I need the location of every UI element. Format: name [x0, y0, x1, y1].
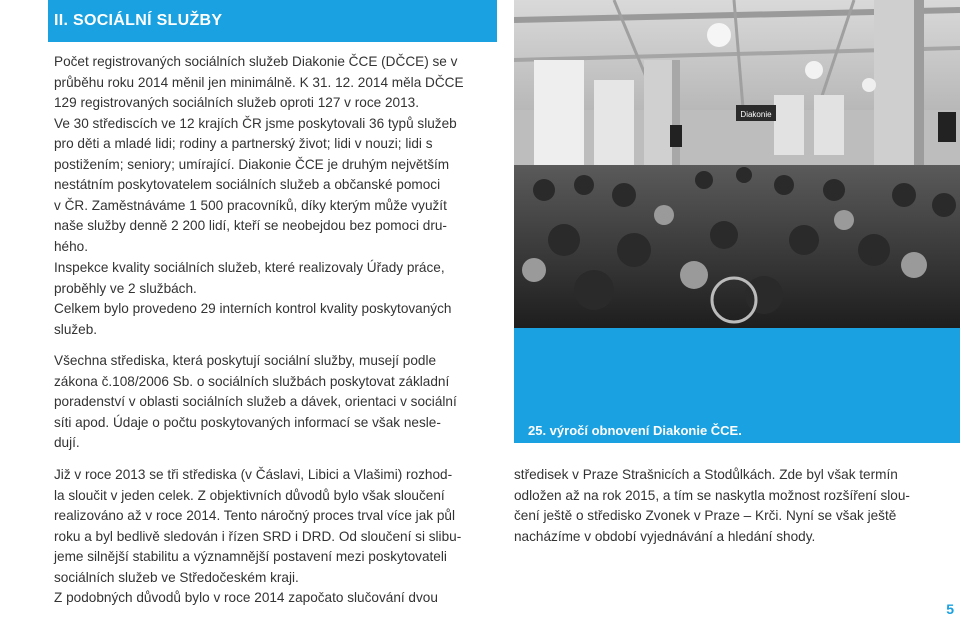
text-line: jeme silnější stabilitu a významnější postavení mezi poskytovateli: [54, 549, 447, 564]
event-photo: [514, 0, 960, 328]
text-line: Všechna střediska, která poskytují sociální služby, musejí podle: [54, 353, 437, 368]
text-line: Ve 30 střediscích ve 12 krajích ČR jsme poskytovali 36 typů služeb: [54, 115, 457, 131]
text-line: pro děti a mladé lidi; rodiny a partnerský život; lidi v nouzi; lidi s: [54, 136, 433, 151]
text-line: průběhu roku 2014 měnil jen minimálně. K 31. 12. 2014 měla DČCE: [54, 74, 464, 90]
text-line: Celkem bylo provedeno 29 interních kontrol kvality poskytovaných: [54, 301, 452, 316]
text-line: roku a byl bedlivě sledován i řízen SRD i DRD. Od sloučení si slibu-: [54, 528, 462, 544]
text-line: hého.: [54, 238, 89, 254]
text-line: Počet registrovaných sociálních služeb Diakonie ČCE (DČCE) se v: [54, 54, 458, 69]
text-line: realizováno až v roce 2014. Tento náročný proces trval více jak půl: [54, 508, 455, 523]
photo-illustration: [514, 0, 960, 328]
text-line: v ČR. Zaměstnáváme 1 500 pracovníků, díky kterým může využít: [54, 197, 447, 213]
text-line: Již v roce 2013 se tři střediska (v Čáslavi, Libici a Vlašimi) rozhod-: [54, 467, 453, 482]
text-line: poradenství v oblasti sociálních služeb a dávek, orientaci v sociální: [54, 394, 457, 409]
paragraph-inspections: [54, 258, 451, 340]
text-line: dují.: [54, 435, 80, 450]
text-line: 129 registrovaných sociálních služeb oproti 127 v roce 2013.: [54, 95, 419, 110]
text-line: postižením; seniory; umírající. Diakonie ČCE je druhým největším: [54, 156, 450, 172]
paragraph-merger-continued: [514, 465, 910, 547]
section-title: II. SOCIÁLNÍ SLUŽBY: [54, 12, 223, 29]
text-line: síti apod. Údaje o počtu poskytovaných informací se však nesle-: [54, 414, 441, 430]
text-line: naše služby denně 2 200 lidí, kteří se neobejdou bez pomoci dru-: [54, 218, 447, 233]
text-line: Z podobných důvodů bylo v roce 2014 započato slučování dvou: [54, 590, 438, 605]
photo-caption: 25. výročí obnovení Diakonie ČCE.: [528, 423, 742, 438]
paragraph-counselling: [54, 351, 457, 454]
text-line: čení ještě o středisko Zvonek v Praze – Krči. Nyní se však ještě: [514, 508, 897, 523]
paragraph-merger: [54, 465, 461, 609]
text-line: proběhly ve 2 službách.: [54, 280, 197, 296]
text-line: služeb.: [54, 321, 98, 337]
text-line: nacházíme v období vyjednávání a hledání shody.: [514, 528, 816, 544]
photo-sign-text: Diakonie: [740, 110, 772, 119]
text-line: sociálních služeb ve Středočeském kraji.: [54, 569, 299, 585]
text-line: zákona č.108/2006 Sb. o sociálních službách poskytovat základní: [54, 373, 450, 389]
page-number: 5: [946, 601, 954, 617]
text-line: nestátním poskytovatelem sociálních služeb a občanské pomoci: [54, 177, 441, 192]
text-line: Inspekce kvality sociálních služeb, které realizovaly Úřady práce,: [54, 260, 445, 275]
text-line: odložen až na rok 2015, a tím se naskytla možnost rozšíření slou-: [514, 487, 910, 503]
text-line: středisek v Praze Strašnicích a Stodůlkách. Zde byl však termín: [514, 467, 898, 482]
paragraph-registrations: [54, 52, 464, 257]
text-line: la sloučit v jeden celek. Z objektivních důvodů bylo však sloučení: [54, 487, 445, 503]
